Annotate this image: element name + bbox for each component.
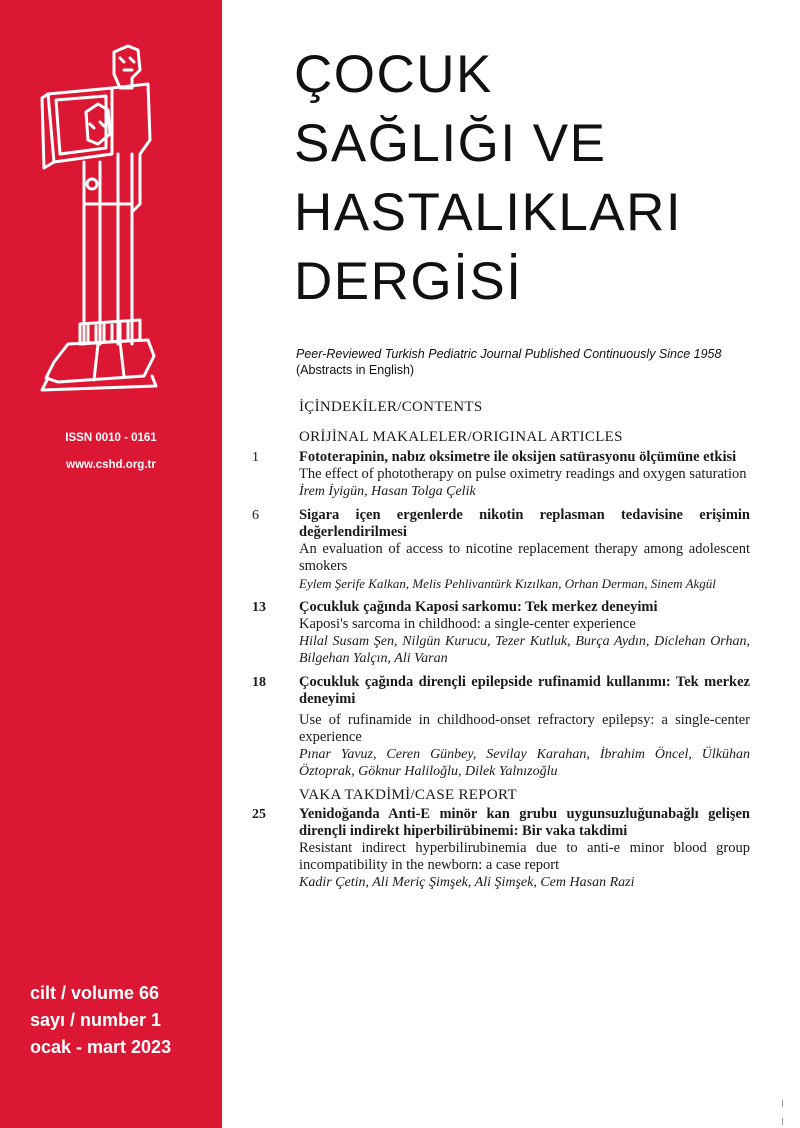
page-number: 18 <box>252 675 266 690</box>
article-title-tr[interactable]: Çocukluk çağında Kaposi sarkomu: Tek merkez deneyimi <box>299 599 658 615</box>
article-title-tr[interactable]: Yenidoğanda Anti-E minör kan grubu uygunsuzluğunabağlı gelişen dirençli indirekt hiperbilirübinemi: Bir vaka takdimi <box>299 806 750 839</box>
divider-mark <box>782 1100 783 1107</box>
website-link[interactable]: www.cshd.org.tr <box>66 459 156 471</box>
article-entry[interactable] <box>252 599 750 667</box>
red-sidebar <box>0 0 222 1128</box>
sculpture-logo-icon <box>28 44 188 404</box>
page-number: 25 <box>252 807 266 822</box>
article-authors: Hilal Susam Şen, Nilgün Kurucu, Tezer Kutluk, Burça Aydın, Diclehan Orhan, Bilgehan Yalçın, Ali Varan <box>299 634 750 666</box>
article-title-en: Kaposi's sarcoma in childhood: a single-center experience <box>299 616 636 632</box>
title-line-1: ÇOCUK <box>294 45 493 104</box>
issn: ISSN 0010 - 0161 <box>65 432 157 444</box>
section-heading-original: ORİJİNAL MAKALELER/ORIGINAL ARTICLES <box>299 429 623 445</box>
article-authors: Eylem Şerife Kalkan, Melis Pehlivantürk Kızılkan, Orhan Derman, Sinem Akgül <box>299 576 716 591</box>
title-line-3: HASTALIKLARI <box>294 183 683 242</box>
page-number: 6 <box>252 508 259 523</box>
journal-title <box>294 40 794 316</box>
article-entry[interactable] <box>252 507 750 592</box>
page-number: 1 <box>252 450 259 465</box>
article-title-tr[interactable]: Çocukluk çağında dirençli epilepside rufinamid kullanımı: Tek merkez deneyimi <box>299 674 750 707</box>
contents-heading: İÇİNDEKİLER/CONTENTS <box>299 399 483 415</box>
article-title-en: The effect of phototherapy on pulse oximetry readings and oxygen saturation <box>299 466 747 482</box>
article-title-en: Resistant indirect hyperbilirubinemia due to anti-e minor blood group incompatibility in the newborn: a case report <box>299 840 750 873</box>
table-of-contents <box>252 398 750 891</box>
date-label: ocak - mart 2023 <box>30 1037 172 1057</box>
article-authors: Kadir Çetin, Ali Meriç Şimşek, Ali Şimşek, Cem Hasan Razi <box>299 875 635 890</box>
article-entry[interactable] <box>252 674 750 780</box>
subtitle-line-2: (Abstracts in English) <box>296 363 415 377</box>
divider-mark <box>782 1118 783 1125</box>
article-entry[interactable] <box>252 806 750 891</box>
article-title-en: Use of rufinamide in childhood-onset refractory epilepsy: a single-center experience <box>299 712 750 745</box>
journal-subtitle <box>296 346 796 378</box>
section-heading-case: VAKA TAKDİMİ/CASE REPORT <box>299 787 517 803</box>
subtitle-line-1: Peer-Reviewed Turkish Pediatric Journal Published Continuously Since 1958 <box>296 347 722 361</box>
article-title-en: An evaluation of access to nicotine replacement therapy among adolescent smokers <box>299 541 750 574</box>
article-entry[interactable] <box>252 449 750 500</box>
title-line-4: DERGİSİ <box>294 252 523 311</box>
article-title-tr[interactable]: Fototerapinin, nabız oksimetre ile oksijen satürasyonu ölçümüne etkisi <box>299 449 737 465</box>
number-label: sayı / number 1 <box>30 1010 162 1030</box>
article-title-tr[interactable]: Sigara içen ergenlerde nikotin replasman tedavisine erişimin değerlendirilmesi <box>299 507 750 540</box>
title-line-2: SAĞLIĞI VE <box>294 114 607 173</box>
article-authors: Pınar Yavuz, Ceren Günbey, Sevilay Karahan, İbrahim Öncel, Ülkühan Öztoprak, Göknur Haliloğlu, Dilek Yalnızoğlu <box>299 747 750 779</box>
article-authors: İrem İyigün, Hasan Tolga Çelik <box>299 484 476 499</box>
page-number: 13 <box>252 600 266 615</box>
volume-label: cilt / volume 66 <box>30 983 160 1003</box>
